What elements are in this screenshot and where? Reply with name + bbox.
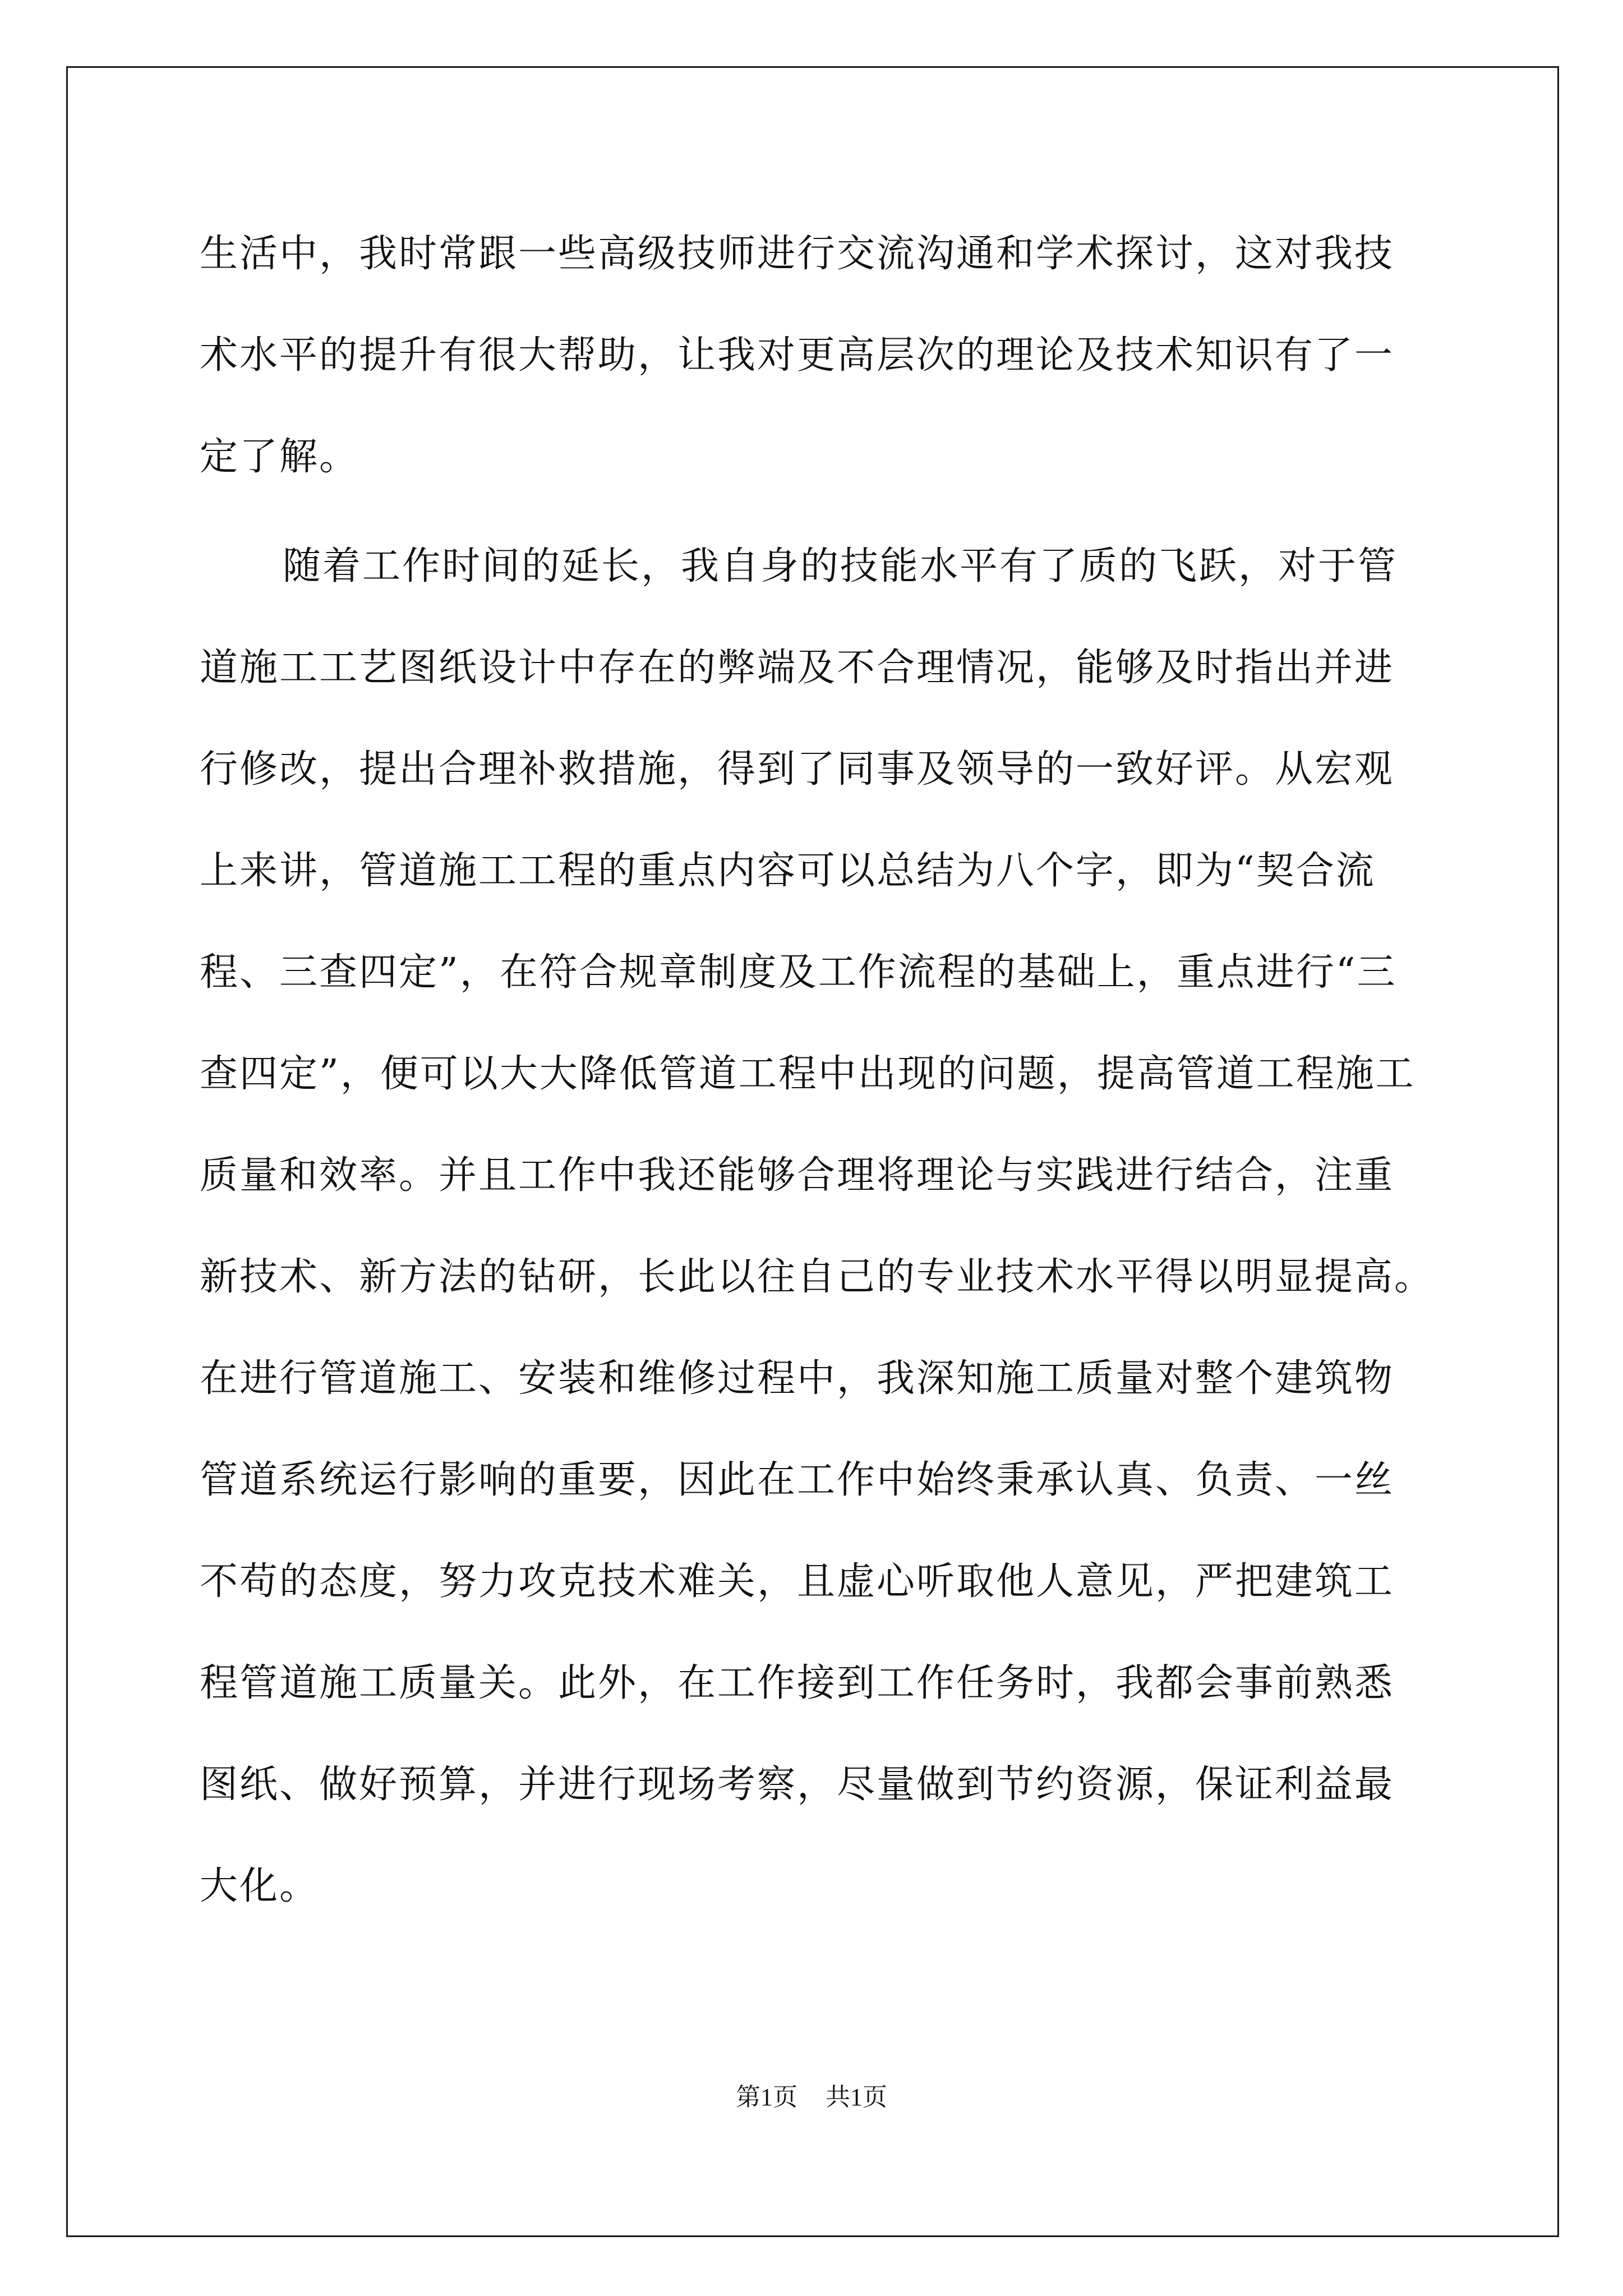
text-line: 程、三查四定”，在符合规章制度及工作流程的基础上，重点进行“三 xyxy=(200,950,1397,995)
text-line: 道施工工艺图纸设计中存在的弊端及不合理情况，能够及时指出并进 xyxy=(200,646,1395,690)
text-line: 查四定”，便可以大大降低管道工程中出现的问题，提高管道工程施工 xyxy=(200,1052,1415,1096)
text-line: 生活中，我时常跟一些高级技师进行交流沟通和学术探讨，这对我技 xyxy=(200,232,1395,276)
text-line: 质量和效率。并且工作中我还能够合理将理论与实践进行结合，注重 xyxy=(200,1153,1395,1198)
text-line: 新技术、新方法的钻研，长此以往自己的专业技术水平得以明显提高。 xyxy=(200,1255,1435,1299)
text-line: 不苟的态度，努力攻克技术难关，且虚心听取他人意见，严把建筑工 xyxy=(200,1559,1395,1604)
text-line: 程管道施工质量关。此外，在工作接到工作任务时，我都会事前熟悉 xyxy=(200,1661,1395,1705)
text-line: 管道系统运行影响的重要，因此在工作中始终秉承认真、负责、一丝 xyxy=(200,1458,1395,1502)
text-line: 随着工作时间的延长，我自身的技能水平有了质的飞跃，对于管 xyxy=(283,544,1398,588)
page-footer xyxy=(0,2077,1623,2113)
text-line: 术水平的提升有很大帮助，让我对更高层次的理论及技术知识有了一 xyxy=(200,333,1395,378)
page-total: 共1页 xyxy=(826,2083,887,2111)
text-line: 定了解。 xyxy=(200,435,359,479)
document-body xyxy=(200,203,1433,1937)
paragraph-gap xyxy=(200,508,1433,516)
text-line: 大化。 xyxy=(200,1864,320,1908)
text-line: 图纸、做好预算，并进行现场考察，尽量做到节约资源，保证利益最 xyxy=(200,1763,1395,1807)
page-number: 第1页 xyxy=(736,2083,797,2111)
text-line: 上来讲，管道施工工程的重点内容可以总结为八个字，即为“契合流 xyxy=(200,849,1376,893)
text-line: 行修改，提出合理补救措施，得到了同事及领导的一致好评。从宏观 xyxy=(200,747,1395,792)
text-line: 在进行管道施工、安装和维修过程中，我深知施工质量对整个建筑物 xyxy=(200,1356,1395,1401)
